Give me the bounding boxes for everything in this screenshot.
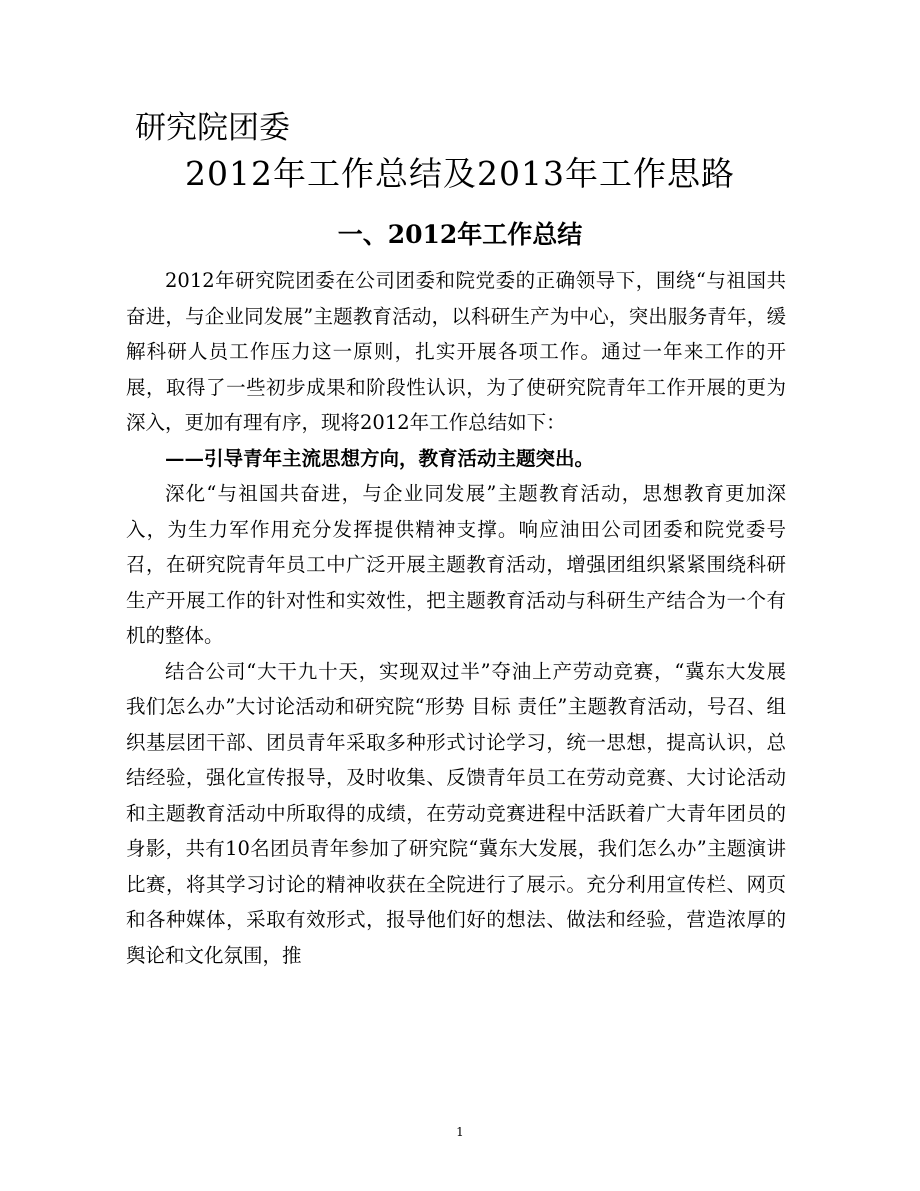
paragraph-labor-competition: 结合公司“大干九十天，实现双过半”夺油上产劳动竞赛，“冀东大发展 我们怎么办”大讨论活动和研究院“形势 目标 责任”主题教育活动，号召、组织基层团干部、团员青年采取多种形式讨论学习，统一思想，提高认识，总结经验，强化宣传报导，及时收集、反馈青年员工在劳动竞赛、大讨论活动和主题教育活动中所取得的成绩，在劳动竞赛进程中活跃着广大青年团员的身影，共有10名团员青年参加了研究院“冀东大发展，我们怎么办”主题演讲比赛，将其学习讨论的精神收获在全院进行了展示。充分利用宣传栏、网页和各种媒体，采取有效形式，报导他们好的想法、做法和经验，营造浓厚的舆论和文化氛围，推: [126, 659, 786, 967]
paragraph-intro: 2012年研究院团委在公司团委和院党委的正确领导下，围绕“与祖国共奋进，与企业同发展”主题教育活动，以科研生产为中心，突出服务青年，缓解科研人员工作压力这一原则，扎实开展各项工作。通过一年来工作的开展，取得了一些初步成果和阶段性认识，为了使研究院青年工作开展的更为深入，更加有理有序，现将2012年工作总结如下：: [126, 269, 786, 434]
org-name: 研究院团委: [135, 110, 290, 146]
paragraph-deepen-education: 深化“与祖国共奋进，与企业同发展”主题教育活动，思想教育更加深入，为生力军作用充分发挥提供精神支撑。响应油田公司团委和院党委号召，在研究院青年员工中广泛开展主题教育活动，增强团组织紧紧围绕科研生产开展工作的针对性和实效性，把主题教育活动与科研生产结合为一个有机的整体。: [126, 482, 786, 647]
document-title: 2012年工作总结及2013年工作思路: [185, 154, 735, 193]
subheading-ideology: ——引导青年主流思想方向，教育活动主题突出。: [165, 446, 595, 470]
document-body: [126, 263, 786, 973]
page-number: 1: [456, 1125, 464, 1139]
section-heading: 一、2012年工作总结: [337, 220, 583, 249]
